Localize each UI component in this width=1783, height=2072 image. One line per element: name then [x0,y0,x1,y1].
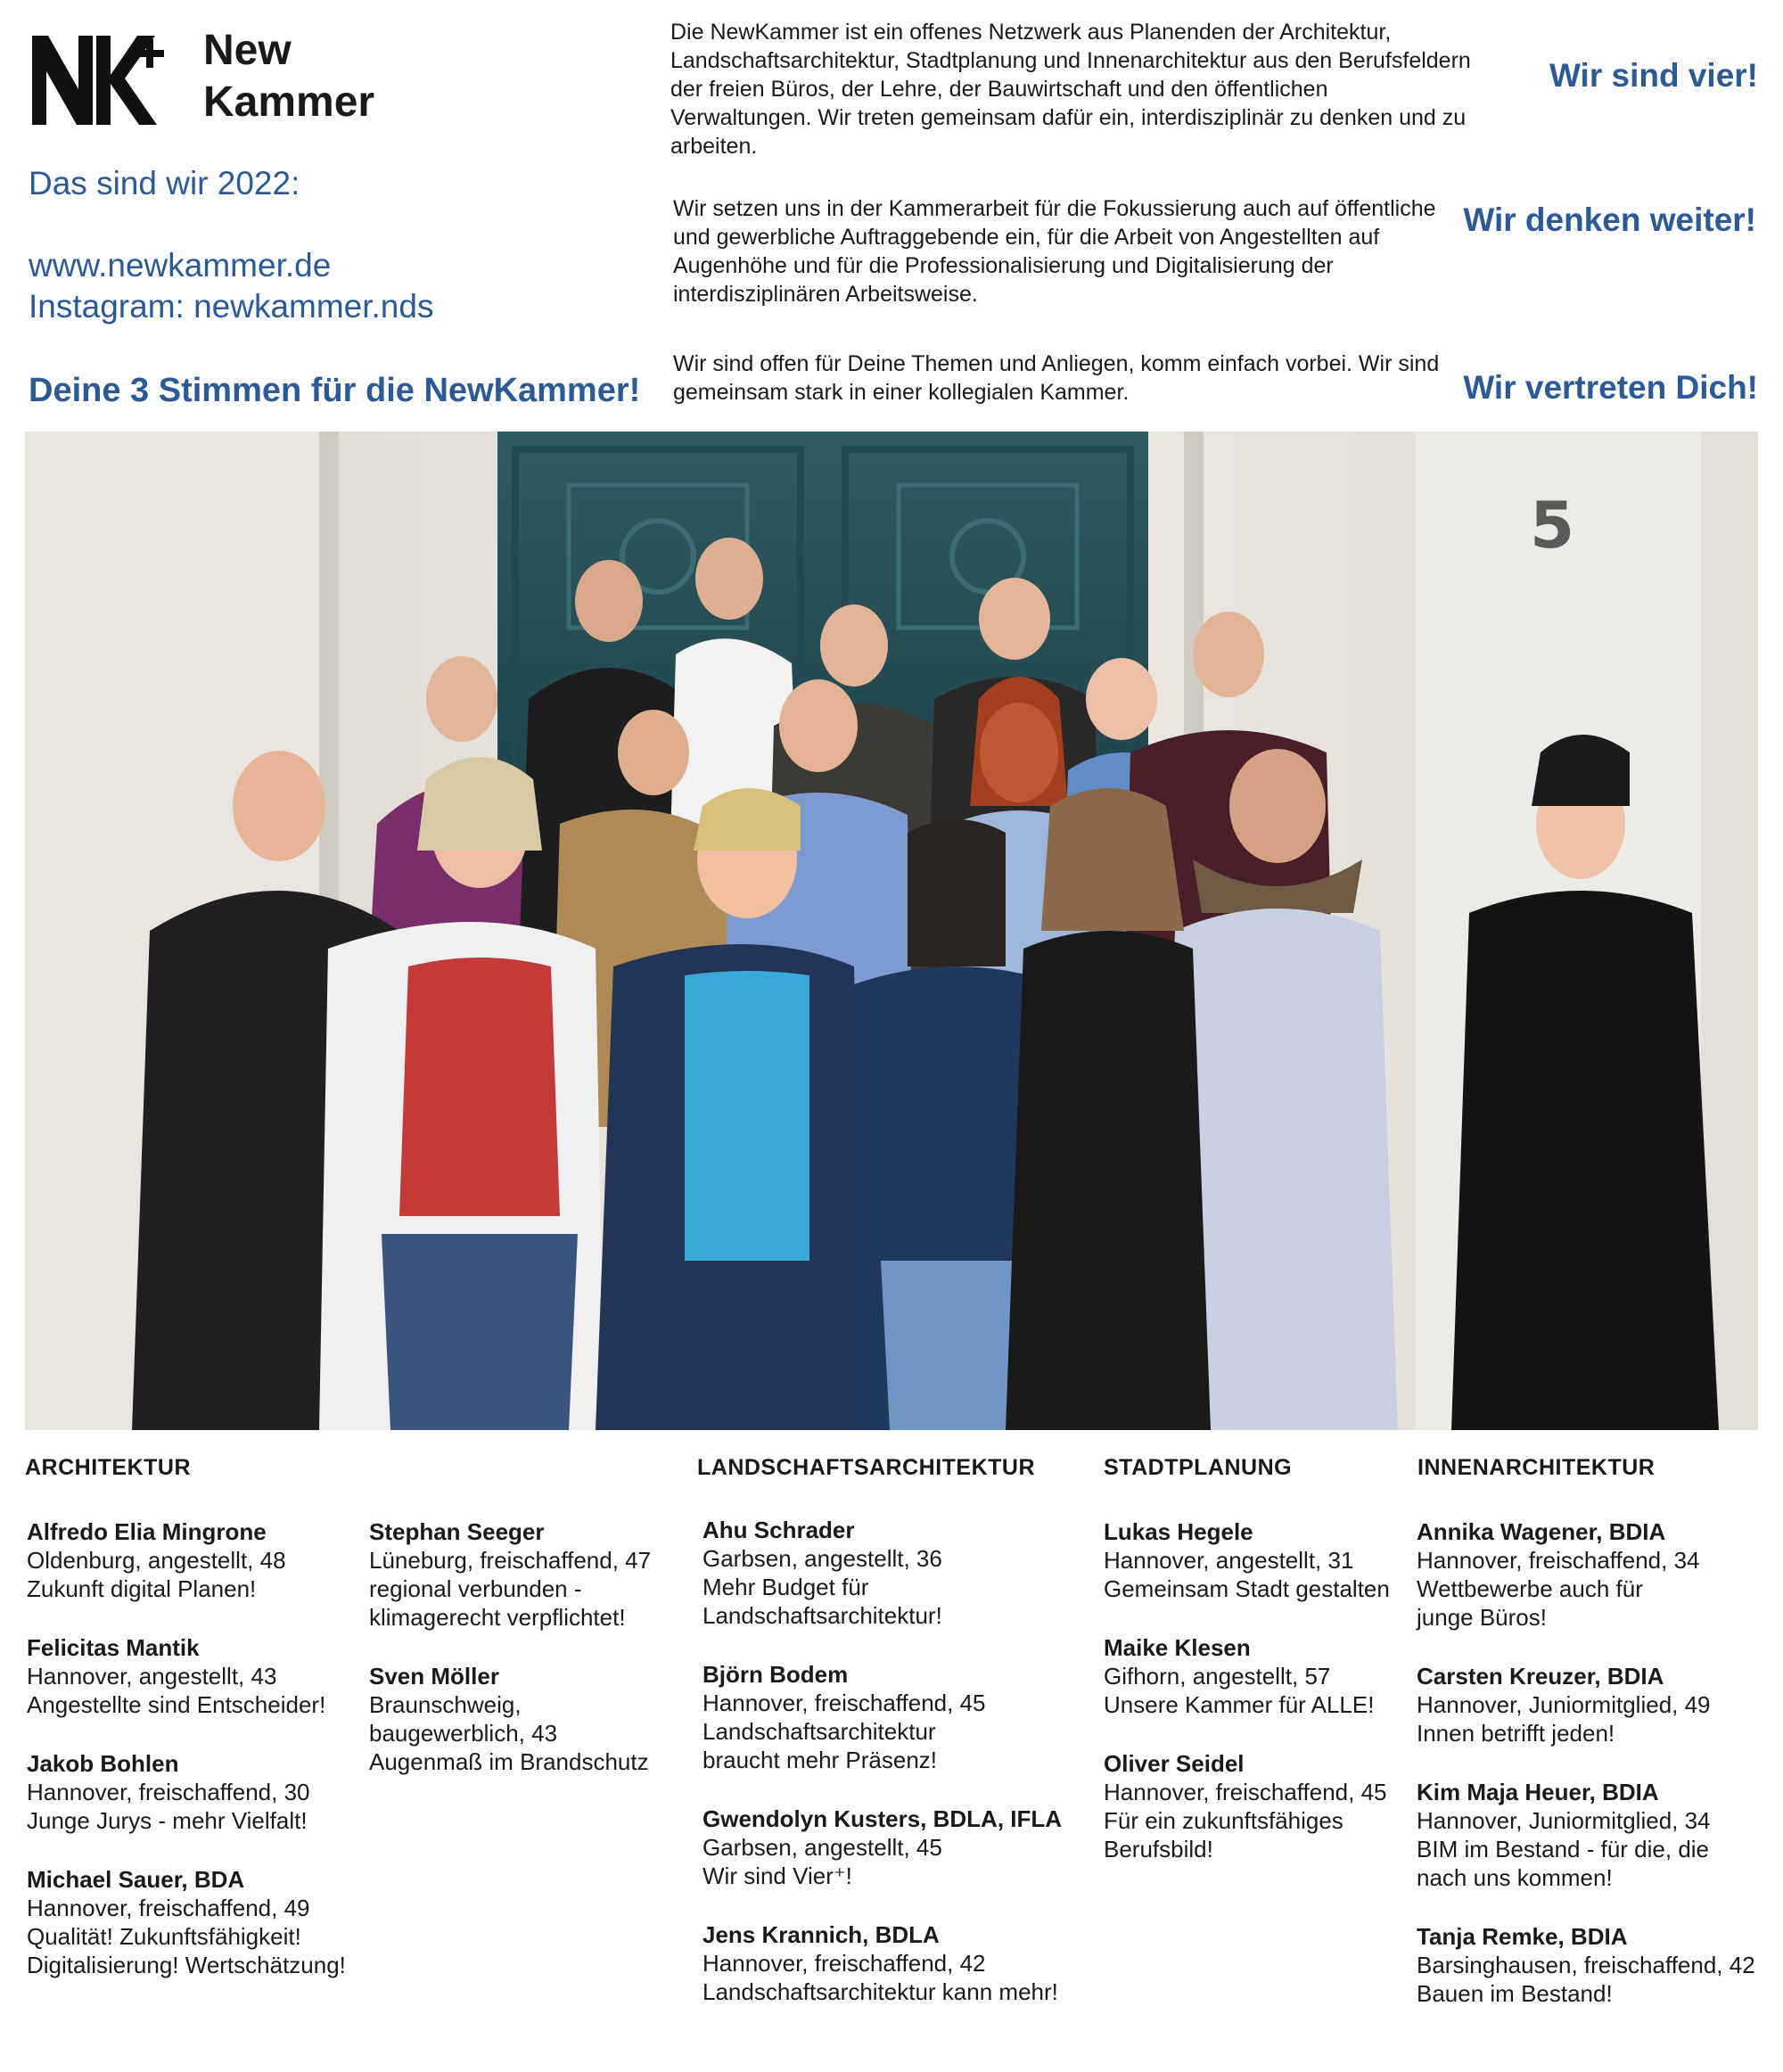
candidate-details: Hannover, freischaffend, 45 [1104,1779,1387,1805]
candidate-details: Garbsen, angestellt, 36 [703,1545,942,1572]
slogan-think-further: Wir denken weiter! [1463,201,1756,238]
candidate-statement: Innen betrifft jeden! [1417,1720,1615,1747]
candidate-details: Barsinghausen, freischaffend, 42 [1417,1952,1755,1978]
candidate-statement: regional verbunden - [369,1575,582,1602]
category-stadtplanung: STADTPLANUNG [1104,1455,1293,1480]
candidate-statement: Berufsbild! [1104,1836,1213,1862]
candidate-entry [369,1517,726,1632]
candidate-entry [1104,1633,1460,1719]
candidate-entry [1104,1517,1460,1603]
candidate-statement: baugewerblich, 43 [369,1720,558,1747]
candidate-statement: Landschaftsarchitektur! [703,1602,942,1629]
candidate-name: Björn Bodem [703,1661,849,1688]
candidate-details: Oldenburg, angestellt, 48 [27,1547,286,1574]
votes-headline: Deine 3 Stimmen für die NewKammer! [29,372,641,409]
candidate-name: Lukas Hegele [1104,1518,1253,1545]
candidate-entry [27,1865,383,1979]
candidate-details: Hannover, angestellt, 31 [1104,1547,1354,1574]
candidate-name: Jakob Bohlen [27,1750,179,1777]
category-landschaftsarchitektur: LANDSCHAFTSARCHITEKTUR [697,1455,1036,1480]
candidate-statement: Wir sind Vier⁺! [703,1862,852,1889]
candidate-details: Hannover, freischaffend, 34 [1417,1547,1700,1574]
candidate-statement: Wettbewerbe auch für [1417,1575,1643,1602]
candidate-statement: Unsere Kammer für ALLE! [1104,1691,1375,1718]
candidate-statement: Angestellte sind Entscheider! [27,1691,326,1718]
candidate-statement: Zukunft digital Planen! [27,1575,257,1602]
candidate-name: Gwendolyn Kusters, BDLA, IFLA [703,1805,1063,1832]
candidate-entry [1417,1517,1773,1632]
candidate-name: Felicitas Mantik [27,1634,200,1661]
candidate-statement: Digitalisierung! Wertschätzung! [27,1952,346,1978]
candidate-details: Hannover, freischaffend, 49 [27,1895,310,1921]
candidate-details: Braunschweig, [369,1691,522,1718]
house-number: 5 [1530,488,1575,563]
brand-wordmark [203,25,374,128]
candidate-details: Garbsen, angestellt, 45 [703,1834,942,1861]
candidate-details: Lüneburg, freischaffend, 47 [369,1547,652,1574]
slogan-represent: Wir vertreten Dich! [1463,369,1758,406]
candidate-name: Oliver Seidel [1104,1750,1245,1777]
candidate-name: Kim Maja Heuer, BDIA [1417,1779,1659,1805]
category-architektur: ARCHITEKTUR [25,1455,192,1480]
candidate-entry [1417,1778,1773,1892]
group-photo [25,432,1758,1430]
candidate-statement: nach uns kommen! [1417,1864,1613,1891]
candidate-name: Ahu Schrader [703,1517,855,1543]
instagram-handle[interactable]: Instagram: newkammer.nds [29,288,434,325]
candidate-entry [27,1749,383,1835]
brand-name-line2: Kammer [203,78,375,126]
candidate-entry [27,1633,383,1719]
candidate-entry [1417,1922,1773,2008]
candidate-name: Tanja Remke, BDIA [1417,1923,1628,1950]
candidate-entry [703,1805,1063,1890]
category-innenarchitektur: INNENARCHITEKTUR [1417,1455,1656,1480]
candidate-entry [27,1517,383,1603]
page-subtitle: Das sind wir 2022: [29,165,300,201]
candidate-details: Gifhorn, angestellt, 57 [1104,1663,1331,1690]
candidate-statement: Bauen im Bestand! [1417,1980,1613,2007]
candidate-entry [703,1660,1059,1774]
candidate-details: Hannover, Juniormitglied, 49 [1417,1691,1711,1718]
candidate-entry [703,1920,1059,2006]
candidate-name: Carsten Kreuzer, BDIA [1417,1663,1664,1690]
candidate-statement: klimagerecht verpflichtet! [369,1604,626,1631]
candidate-details: Hannover, angestellt, 43 [27,1663,277,1690]
candidate-statement: Landschaftsarchitektur [703,1718,936,1745]
candidate-entry [1104,1749,1460,1863]
candidate-statement: braucht mehr Präsenz! [703,1747,938,1773]
website-link[interactable]: www.newkammer.de [29,247,332,284]
intro-paragraph-goals: Wir setzen uns in der Kammerarbeit für die Fokussierung auch auf öffentliche und gewerbliche Auftraggebende ein, für die Arbeit von Angestellten auf Augenhöhe und für die Professionalisierung und Digitalisierung der interdisziplinären Arbeitsweise. [673,196,1436,307]
candidate-list-innenarchitektur [1417,1517,1773,2038]
candidate-entry [1417,1662,1773,1747]
candidate-entry [369,1662,726,1776]
intro-paragraph-network: Die NewKammer ist ein offenes Netzwerk aus Planenden der Architektur, Landschaftsarchitektur, Stadtplanung und Innenarchitektur aus den Berufsfeldern der freien Büros, der Lehre, der Bauwirtschaft und den öffentlichen Verwaltungen. Wir treten gemeinsam dafür ein, interdisziplinär zu denken und zu arbeiten. [670,20,1471,159]
candidate-name: Michael Sauer, BDA [27,1866,245,1893]
candidate-details: Hannover, freischaffend, 30 [27,1779,310,1805]
candidate-list-architektur-1 [27,1517,383,2010]
candidate-statement: Augenmaß im Brandschutz [369,1748,649,1775]
candidate-statement: Für ein zukunftsfähiges [1104,1807,1343,1834]
brand-name-line1: New [203,27,292,74]
candidate-statement: Junge Jurys - mehr Vielfalt! [27,1807,308,1834]
candidate-list-stadtplanung [1104,1517,1460,1894]
people-front-row [319,757,1211,1430]
candidate-entry [703,1516,1059,1630]
candidate-list-architektur-2 [369,1517,726,1806]
candidate-list-landschaftsarchitektur [703,1516,1063,2036]
candidate-statement: BIM im Bestand - für die, die [1417,1836,1710,1862]
intro-paragraph-open: Wir sind offen für Deine Themen und Anliegen, komm einfach vorbei. Wir sind gemeinsam stark in einer kollegialen Kammer. [673,351,1440,405]
candidate-name: Sven Möller [369,1663,499,1690]
candidate-name: Stephan Seeger [369,1518,545,1545]
candidate-details: Hannover, Juniormitglied, 34 [1417,1807,1711,1834]
candidate-details: Hannover, freischaffend, 45 [703,1690,986,1716]
slogan-four: Wir sind vier! [1549,57,1758,94]
candidate-statement: Qualität! Zukunftsfähigkeit! [27,1923,301,1950]
candidate-statement: Landschaftsarchitektur kann mehr! [703,1978,1058,2005]
candidate-name: Jens Krannich, BDLA [703,1921,940,1948]
candidate-statement: Gemeinsam Stadt gestalten [1104,1575,1390,1602]
candidate-details: Hannover, freischaffend, 42 [703,1950,986,1977]
candidate-name: Annika Wagener, BDIA [1417,1518,1666,1545]
candidate-statement: junge Büros! [1417,1604,1547,1631]
newkammer-logo [32,32,175,130]
candidate-name: Alfredo Elia Mingrone [27,1518,267,1545]
candidate-statement: Mehr Budget für [703,1574,869,1600]
candidate-name: Maike Klesen [1104,1634,1251,1661]
